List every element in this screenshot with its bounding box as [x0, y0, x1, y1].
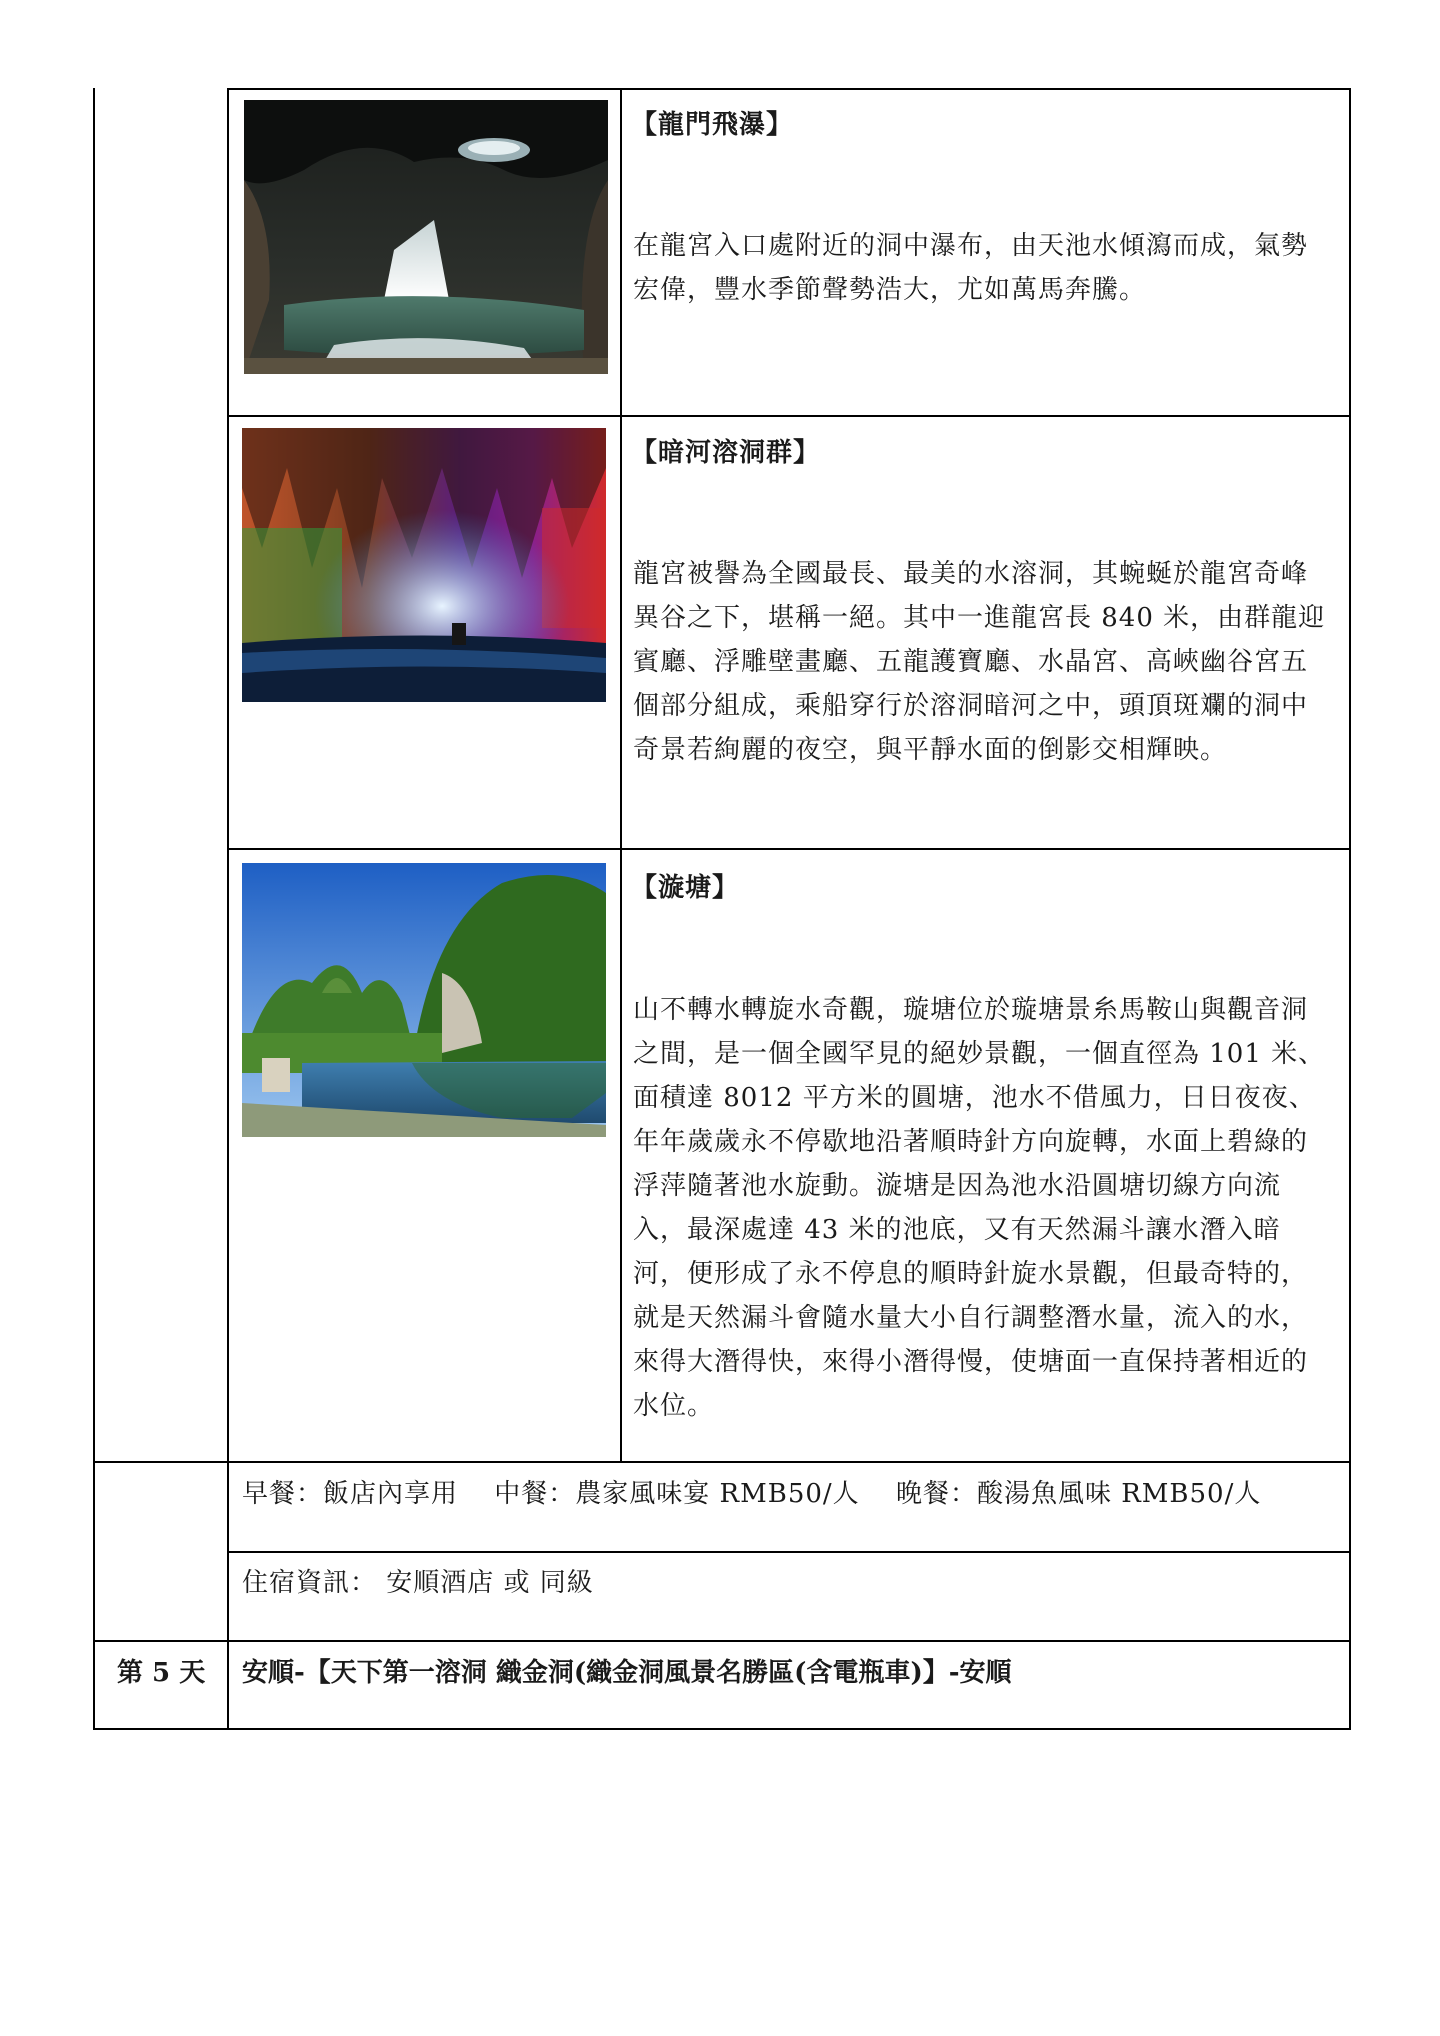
table-column-divider: [227, 88, 229, 1730]
attraction-title: 【漩塘】: [631, 873, 740, 903]
table-bottom-border: [93, 1728, 1351, 1730]
day-route: 安順-【天下第一溶洞 織金洞(織金洞風景名勝區(含電瓶車)】-安順: [242, 1658, 1012, 1688]
attraction-description: 在龍宮入口處附近的洞中瀑布，由天池水傾瀉而成，氣勢宏偉，豐水季節聲勢浩大，尤如萬馬奔騰。: [633, 231, 1309, 305]
cave-waterfall-photo: [244, 100, 608, 374]
attraction-title: 【暗河溶洞群】: [631, 438, 821, 468]
itinerary-table: [93, 88, 1351, 1728]
row-divider: [227, 848, 1351, 850]
attraction-description: 山不轉水轉旋水奇觀，璇塘位於璇塘景糸馬鞍山與觀音洞之間，是一個全國罕見的絕妙景觀，一個直徑為 101 米、面積達 8012 平方米的圓塘，池水不借風力，日日夜夜、年年歲歲永不停歇地沿著順時針方向旋轉，水面上碧綠的浮萍隨著池水旋動。漩塘是因為池水沿圓塘切線方向流入，最深處達 43 米的池底，又有天然漏斗讓水潛入暗河，便形成了永不停息的順時針旋水景觀，但最奇特的，就是天然漏斗會隨水量大小自行調整潛水量，流入的水，來得大潛得快，來得小潛得慢，使塘面一直保持著相近的水位。: [633, 995, 1326, 1421]
row-divider: [93, 1640, 1351, 1642]
karst-lake-photo: [242, 863, 606, 1137]
row-divider: [227, 1551, 1351, 1553]
table-border-right: [1349, 88, 1351, 1730]
inner-column-divider: [620, 88, 622, 1462]
table-border-left: [93, 88, 95, 1730]
meal-info: 早餐：飯店內享用 中餐：農家風味宴 RMB50/人 晚餐：酸湯魚風味 RMB50/人: [242, 1479, 1262, 1509]
illuminated-cave-photo: [242, 428, 606, 702]
attraction-title: 【龍門飛瀑】: [631, 110, 794, 140]
table-top-border: [227, 88, 1351, 90]
hotel-info: 住宿資訊： 安順酒店 或 同級: [242, 1568, 594, 1598]
row-divider: [93, 1461, 1351, 1463]
attraction-description: 龍宮被譽為全國最長、最美的水溶洞，其蜿蜒於龍宮奇峰異谷之下，堪稱一絕。其中一進龍宮長 840 米，由群龍迎賓廳、浮雕壁畫廳、五龍護寶廳、水晶宮、高峽幽谷宮五個部分組成，乘船穿行於溶洞暗河之中，頭頂斑斕的洞中奇景若絢麗的夜空，與平靜水面的倒影交相輝映。: [633, 559, 1326, 765]
day-label: 第 5 天: [117, 1658, 206, 1688]
row-divider: [227, 415, 1351, 417]
